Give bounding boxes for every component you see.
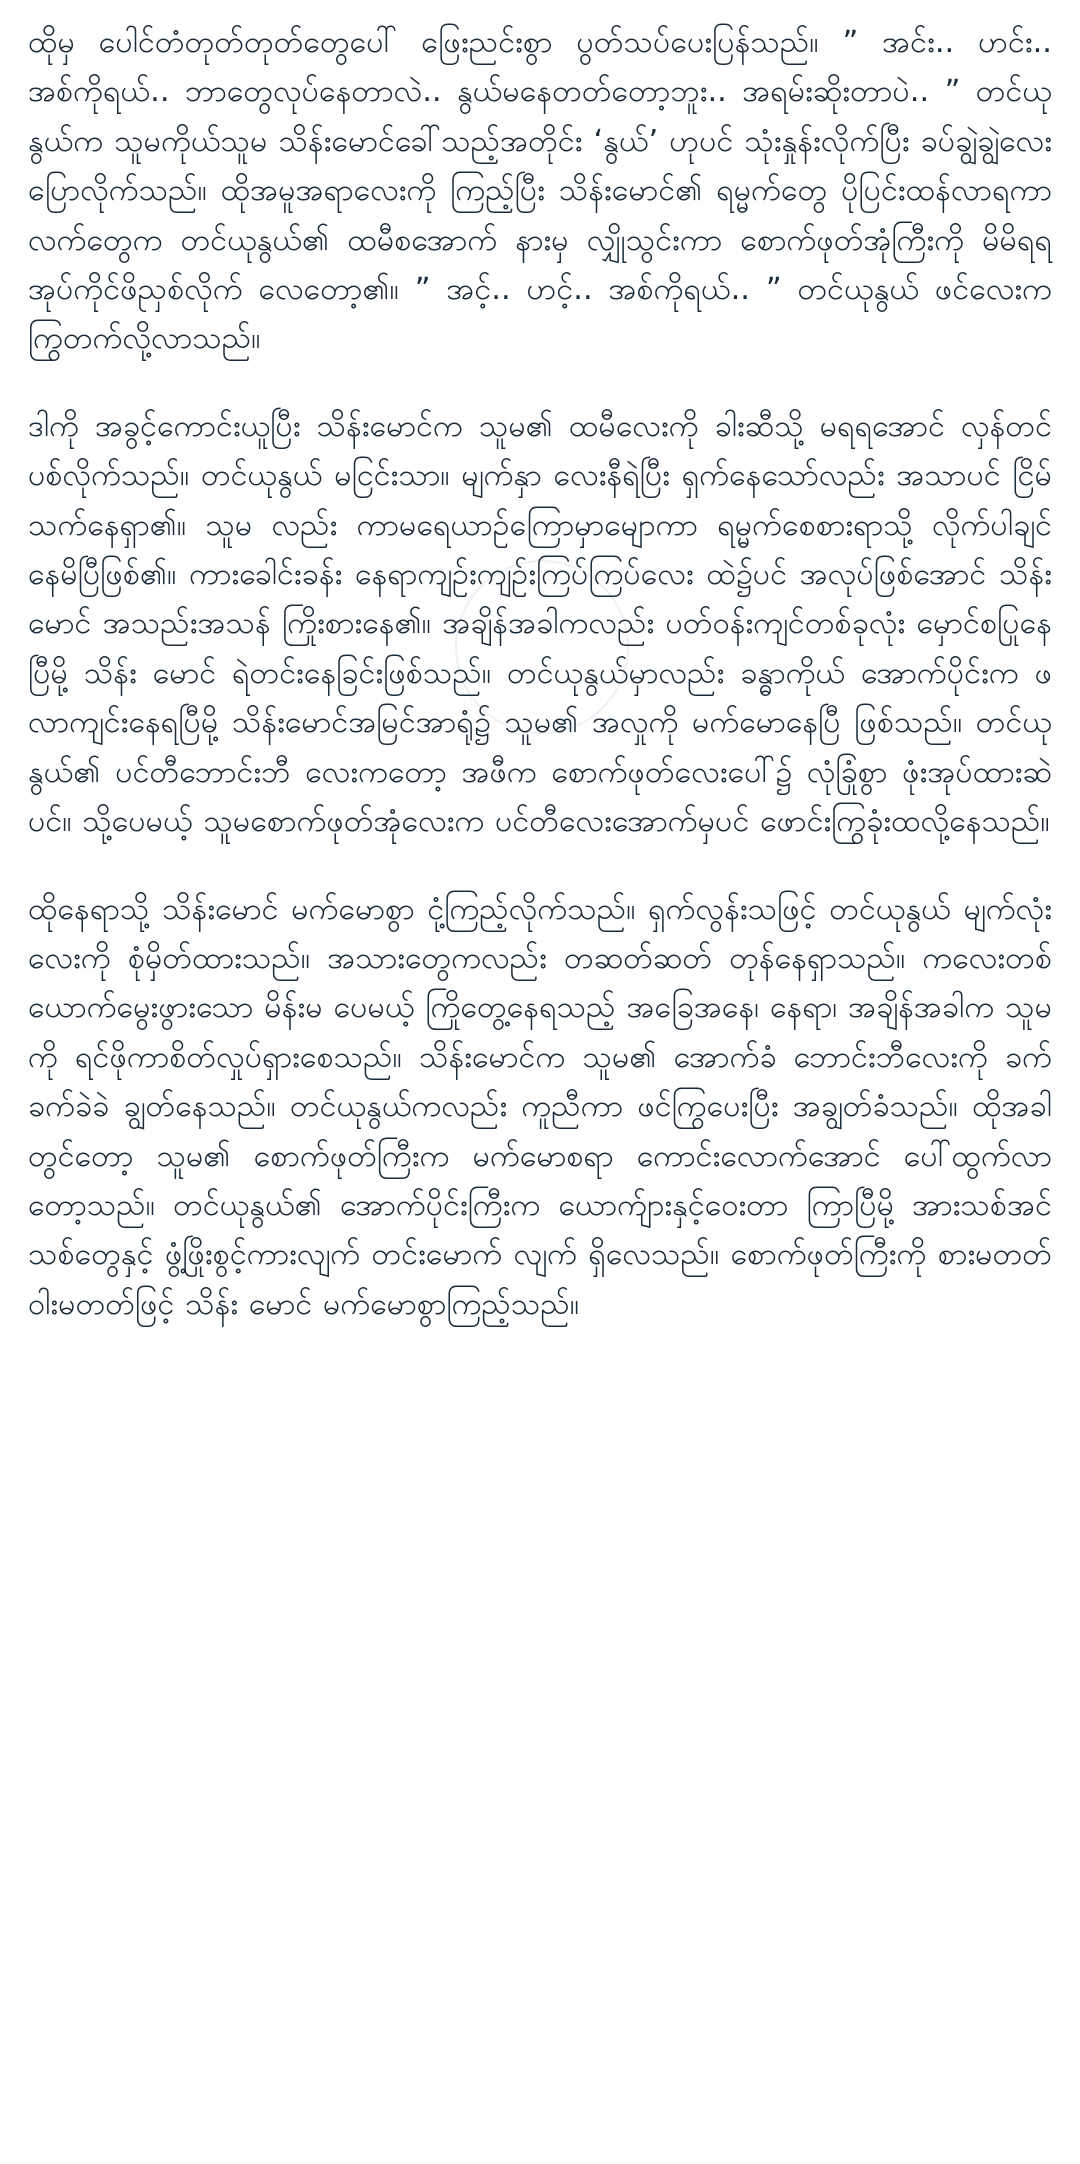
- paragraph: ဒါကို အခွင့်ကောင်းယူပြီး သိန်းမောင်က သူမ၏ ထမီလေးကို ခါးဆီသို့ မရရအောင် လှန်တင်ပစ်လိုက်သည်။ တင်ယုနွယ် မငြင်းသာ။ မျက်နှာ လေးနီရဲပြီး ရှက်နေသော်လည်း အသာပင် ငြိမ်သက်နေရှာ၏။ သူမ လည်း ကာမရေယာဉ်ကြောမှာမျောကာ ရမ္မက်စေစားရာသို့ လိုက်ပါချင် နေမိပြီဖြစ်၏။ ကားခေါင်းခန်း နေရာကျဉ်းကျဉ်းကြပ်ကြပ်လေး ထဲ၌ပင် အလုပ်ဖြစ်အောင် သိန်းမောင် အသည်းအသန် ကြိုးစားနေ၏။ အချိန်အခါကလည်း ပတ်ဝန်းကျင်တစ်ခုလုံး မှောင်စပြုနေပြီမို့ သိန်း မောင် ရဲတင်းနေခြင်းဖြစ်သည်။ တင်ယုနွယ်မှာလည်း ခန္ဓာကိုယ် အောက်ပိုင်းက ဖလာကျင်းနေရပြီမို့ သိန်းမောင်အမြင်အာရုံ၌ သူမ၏ အလှုကို မက်မောနေပြီ ဖြစ်သည်။ တင်ယုနွယ်၏ ပင်တီဘောင်းဘီ လေးကတော့ အဖီက စောက်ဖုတ်လေးပေါ်၌ လုံခြုံစွာ ဖုံးအုပ်ထားဆဲ ပင်။ သို့ပေမယ့် သူမစောက်ဖုတ်အုံလေးက ပင်တီလေးအောက်မှပင် ဖောင်းကြွခုံးထလို့နေသည်။: [28, 408, 1052, 840]
- paragraph: ထိုနေရာသို့ သိန်းမောင် မက်မောစွာ ငုံ့ကြည့်လိုက်သည်။ ရှက်လွန်းသဖြင့် တင်ယုနွယ် မျက်လုံးလေးကို စုံမှိတ်ထားသည်။ အသားတွေကလည်း တဆတ်ဆတ် တုန်နေရှာသည်။ ကလေးတစ်ယောက်မွေးဖွားသော မိန်းမ ပေမယ့် ကြိုတွေ့နေရသည့် အခြေအနေ၊ နေရာ၊ အချိန်အခါက သူမကို ရင်ဖိုကာစိတ်လှုပ်ရှားစေသည်။ သိန်းမောင်က သူမ၏ အောက်ခံ ဘောင်းဘီလေးကို ခက်ခက်ခဲခဲ ချွတ်နေသည်။ တင်ယုနွယ်ကလည်း ကူညီကာ ဖင်ကြွပေးပြီး အချွတ်ခံသည်။ ထိုအခါတွင်တော့ သူမ၏ စောက်ဖုတ်ကြီးက မက်မောစရာ ကောင်းလောက်အောင် ပေါ်ထွက်လာ တော့သည်။ တင်ယုနွယ်၏ အောက်ပိုင်းကြီးက ယောက်ျားနှင့်ဝေးတာ ကြာပြီမို့ အားသစ်အင်သစ်တွေနှင့် ဖွံ့ဖြိုးစွင့်ကားလျက် တင်းမောက် လျက် ရှိလေသည်။ စောက်ဖုတ်ကြီးကို စားမတတ် ဝါးမတတ်ဖြင့် သိန်း မောင် မက်မောစွာကြည့်သည်။: [28, 891, 1052, 1322]
- paragraph: ထိုမှ ပေါင်တံတုတ်တုတ်တွေပေါ် ဖြေးညင်းစွာ ပွတ်သပ်ပေးပြန်သည်။ ” အင်း.. ဟင်း.. အစ်ကိုရယ်.. ဘာတွေလုပ်နေတာလဲ.. နွယ်မနေတတ်တော့ဘူး.. အရမ်းဆိုးတာပဲ.. ” တင်ယုနွယ်က သူမကိုယ်သူမ သိန်းမောင်ခေါ်သည့်အတိုင်း ‘နွယ်’ ဟုပင် သုံးနှုန်းလိုက်ပြီး ခပ်ချွဲချွဲလေး ပြောလိုက်သည်။ ထိုအမူအရာလေးကို ကြည့်ပြီး သိန်းမောင်၏ ရမ္မက်တွေ ပိုပြင်းထန်လာရကာ လက်တွေက တင်ယုနွယ်၏ ထမီစအောက် နားမှ လျှိုသွင်းကာ စောက်ဖုတ်အုံကြီးကို မိမိရရ အုပ်ကိုင်ဖိညှစ်လိုက် လေတော့၏။ ” အင့်.. ဟင့်.. အစ်ကိုရယ်.. ” တင်ယုနွယ် ဖင်လေးက ကြွတက်လို့လာသည်။: [28, 25, 1052, 357]
- article-body: [28, 18, 1052, 1329]
